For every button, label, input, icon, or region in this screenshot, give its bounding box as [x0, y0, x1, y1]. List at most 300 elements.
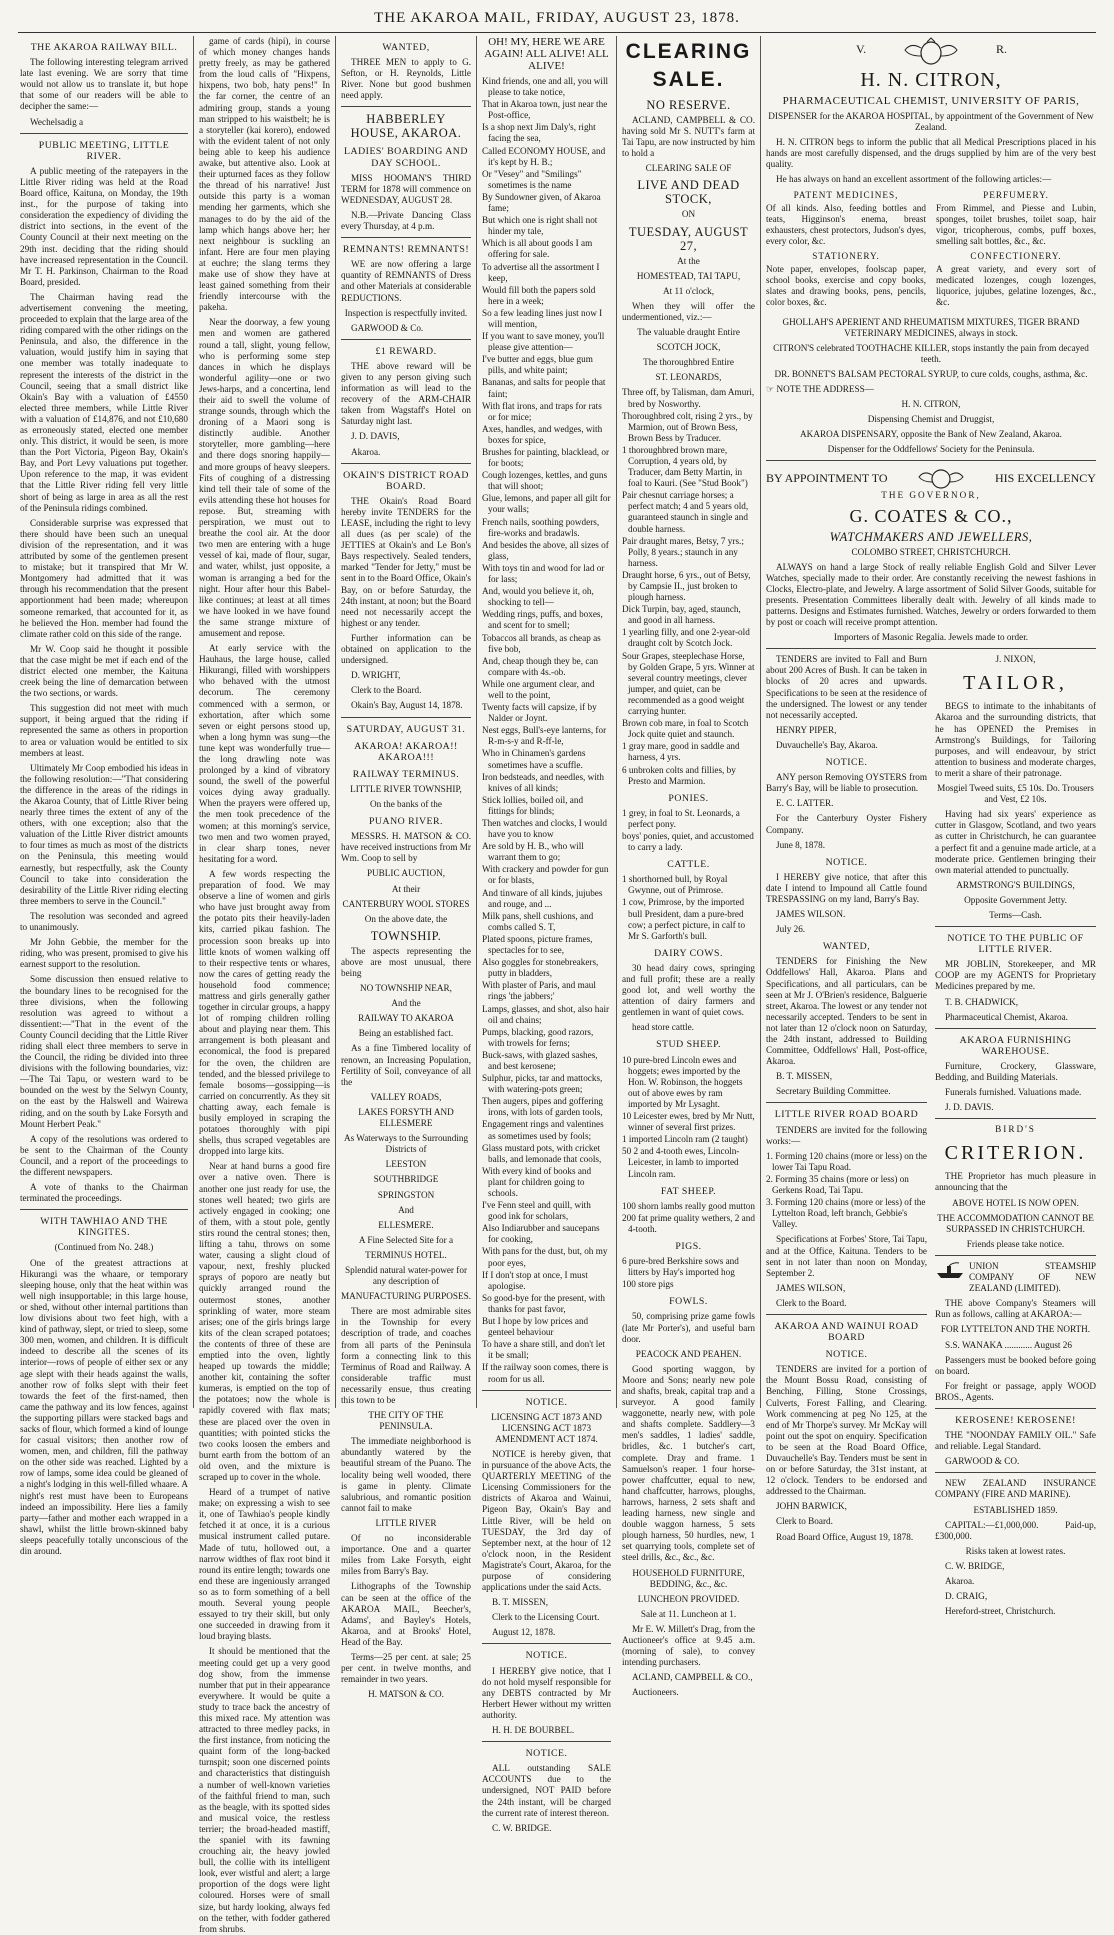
- meeting-paragraph: Mr John Gebbie, the member for the riding, who was present, promised to give his earnest support to the resolution.: [20, 937, 188, 970]
- address-place: AKAROA DISPENSARY, opposite the Bank of New Zealand, Akaroa.: [800, 429, 1062, 440]
- no-reserve: NO RESERVE.: [646, 98, 731, 112]
- public-notice-role: Pharmaceutical Chemist, Akaroa.: [945, 1011, 1068, 1022]
- wainui-signature: JOHN BARWICK,: [776, 1501, 847, 1512]
- column-rule: [193, 36, 194, 1408]
- divider: [935, 1118, 1096, 1119]
- verse-line: Glass mustard pots, with cricket balls, and lemonade that cools,: [482, 1142, 602, 1164]
- divider: [341, 106, 471, 107]
- verse-line: Sulphur, picks, tar and mattocks, with watering-pots green;: [482, 1073, 603, 1095]
- locality-text: As a fine Timbered locality of renown, an Increasing Population, Fertility of Soil, conveyance of all the: [341, 1043, 471, 1087]
- oysters-signature: E. C. LATTER.: [776, 798, 834, 809]
- perfumery-title: PERFUMERY.: [983, 189, 1049, 200]
- township-heading: TOWNSHIP.: [370, 928, 442, 943]
- verse-line: French nails, soothing powders, fire-works and bradawls.: [482, 516, 600, 538]
- verse-line: If the railway soon comes, there is room for us all.: [482, 1362, 609, 1384]
- address-role: Dispensing Chemist and Druggist,: [867, 414, 995, 425]
- road-work-item: 2. Forming 35 chains (more or less) on Gerkens Road, Tai Tapu.: [766, 1173, 909, 1196]
- oysters-company: For the Canterbury Oyster Fishery Company.: [766, 813, 927, 835]
- verse-line: Twenty facts will capsize, if by Nalder or Joynt.: [482, 702, 597, 724]
- remnants-title: REMNANTS! REMNANTS!: [342, 244, 470, 256]
- meeting-paragraph: The Chairman having read the advertisement convening the meeting, proceeded to explain that the large area of the riding compared with the other ridings on the Peninsula, and also, the difference in the valuation, would justify him in saying that one member was totally inadequate to represent the interests of the district in the Council, seeing that a small district like Okain's Bay with a valuation of £4550 elected three members, while Little River with a valuation of £14,876, and not £10,680 as erroneously stated, elected one member only. This district, it would be seen, is more than the Port Victoria, Pigeon Bay, Okain's Bay, and Port Levy valuations put together. Upon reference to the map, it was evident that the Little River riding fell very little short of being as large in area as all the rest of the Peninsula ridings combined.: [20, 291, 188, 513]
- furnishing-text: Funerals furnished. Valuations made.: [945, 1087, 1082, 1098]
- fat-sheep-item: 200 fat prime quality wethers, 2 and 4-tooth.: [622, 1212, 755, 1234]
- remnants-text: WE are now offering a large quantity of REMNANTS of Dress and other Materials at considerable REDUCTIONS.: [341, 259, 471, 303]
- nixon-terms: Terms—Cash.: [989, 909, 1042, 920]
- sale-date: TUESDAY, AUGUST 27,: [628, 224, 749, 253]
- tawhiao-paragraph: Heard of a trumpet of native make; on expressing a wish to see it, one of Tawhiao's people kindly fetched it at once, it is a curious musical instrument called putare. Made of tutu, hollowed out, a narrow widthes of flax root bind it round its entire length; towards one end these are ingeniously arranged so as to form something of a bell mouth. Several young people essayed to try their skill, but only one succeeded in drawing from it loud braying blasts.: [199, 1487, 330, 1642]
- reward-place: Akaroa.: [351, 446, 381, 457]
- patent-text: Of all kinds. Also, feeding bottles and teats, Higginson's enema, breast exhausters, chest protectors, Judson's dyes, every color, &c.: [766, 202, 926, 246]
- st-leonards: ST. LEONARDS,: [655, 372, 722, 383]
- column-rule: [616, 36, 617, 1408]
- v-letter: V.: [856, 42, 867, 56]
- on-above-line: On the above date, the: [364, 913, 448, 924]
- verse-line: Which is all about goods I am offering for sale.: [482, 238, 593, 260]
- confectionery-title: CONFECTIONERY.: [970, 251, 1062, 262]
- little-river-line: LITTLE RIVER: [375, 1517, 437, 1528]
- horse-item: Draught horse, 6 yrs., out of Betsy, by Campsie II., just broken to plough harness.: [622, 569, 751, 603]
- cattle-list: [622, 874, 755, 942]
- citron-intro: H. N. CITRON begs to inform the public that all Medical Prescriptions placed in his hands are most carefully dispensed, and the drugs supplied by him are of the very best quality.: [766, 137, 1096, 170]
- verse-line: While one argument clear, and well to the point,: [482, 678, 595, 700]
- verse-line: Kind friends, one and all, you will please to take notice,: [482, 76, 609, 98]
- verse-line: Wedding rings, puffs, and boxes, and scent for to smell;: [482, 609, 603, 631]
- tawhiao-title: WITH TAWHIAO AND THE KINGITES.: [40, 1216, 168, 1239]
- horse-item: Three off, by Talisman, dam Amuri, bred by Nosworthy.: [622, 387, 755, 409]
- masthead: THE AKAROA MAIL, FRIDAY, AUGUST 23, 1878.: [374, 10, 740, 26]
- sale-time-line: Sale at 11. Luncheon at 1.: [640, 1608, 737, 1619]
- verse-line: Also goggles for stonebreakers, putty in bladders,: [482, 957, 599, 979]
- matson-signature: H. MATSON & CO.: [368, 1689, 444, 1700]
- horse-item: Sour Grapes, steeplechase Horse, by Golden Grape, 5 yrs. Winner at several country meetings, clever jumper, and quiet, can be recommended as a good weight carrying hunter.: [622, 650, 755, 717]
- homestead: HOMESTEAD, TAI TAPU,: [636, 270, 741, 281]
- and-line: And: [398, 1204, 414, 1215]
- verse-line: I've Fenn steel and quill, with good ink for scholars,: [482, 1200, 591, 1222]
- address-label-text: NOTE THE ADDRESS—: [776, 383, 874, 394]
- aspects-line: The aspects representing the above are most unusual, there being: [341, 945, 471, 978]
- criterion-text: THE Proprietor has much pleasure in announcing that the: [935, 1171, 1096, 1193]
- impound-text: I HEREBY give notice, that after this date I intend to Impound all Cattle found TRESPASSING on my land, Barry's Bay.: [766, 871, 927, 904]
- debt-notice-text: I HEREBY give notice, that I do not hold myself responsible for any DEBTS contracted by Mr Herbert Hewer without my written authority.: [482, 1665, 611, 1720]
- fat-sheep-item: 100 shorn lambs really good mutton: [622, 1200, 755, 1211]
- wanted-title: WANTED,: [382, 42, 430, 53]
- waterways-line: As Waterways to the Surrounding Districts of: [343, 1133, 469, 1155]
- clearing-sale-title: CLEARING SALE.: [625, 40, 752, 91]
- stud-item: 1 imported Lincoln ram (2 taught): [622, 1134, 748, 1145]
- oddfellows-signature: B. T. MISSEN,: [776, 1071, 833, 1082]
- notice-title: NOTICE.: [825, 757, 868, 769]
- auction-line: PUBLIC AUCTION,: [366, 868, 446, 879]
- column-1: [20, 36, 188, 1556]
- stationery-text: Note paper, envelopes, foolscap paper, school books, exercise and copy books, slates and drawing books, pens, pencils, color boxes, &c.: [766, 264, 926, 308]
- verse-line: Buck-saws, with glazed sashes, and best kerosene;: [482, 1049, 598, 1071]
- verse-line: Bananas, and salts for people that faint;: [482, 377, 606, 399]
- peacock-line: PEACOCK AND PEAHEN.: [635, 1348, 742, 1359]
- nixon-name: J. NIXON,: [995, 654, 1036, 665]
- union-apply: For freight or passage, apply WOOD BROS., Agents.: [935, 1380, 1096, 1402]
- pigs-list: [622, 1256, 755, 1290]
- tawhiao-paragraph: Near at hand burns a good fire over a native oven. There is another one just ready for use, the stones well heated; two girls are actively engaged in cooking; one of them, with a stout pole, gently stirs round the central stones; then, lifting a tahu, throws on some water, causing a slight cloud of vapour, next, freshly plucked sprays of poporo are neatly but quickly arranged round the outermost stones, another sprinkling of water, more steam arises; one of the girls brings large kits of the clean scraped potatoes; the contents of three of these are emptied into the oven, lightly heaped up towards the middle; another kit, containing the softer kumeras, is emptied on the top of the potatoes; now the whole is rapidly covered with flax mats; these are placed over the oven in quantities; with pointed sticks the two cooks loosen the embers and burnt earth from the bottom of an old oven, and the mixture is scraped up to cover in the whole.: [199, 1161, 330, 1482]
- furnishing-signature: J. D. DAVIS.: [945, 1102, 994, 1113]
- verse-line: Stick lollies, boiled oil, and fittings for blinds;: [482, 794, 584, 816]
- meeting-paragraph: A vote of thanks to the Chairman terminated the proceedings.: [20, 1182, 188, 1204]
- nz-insurance-signature: C. W. BRIDGE,: [945, 1560, 1005, 1571]
- steamship-icon: [935, 1261, 965, 1279]
- being-line: Being an established fact.: [358, 1028, 454, 1039]
- verse-line: Plated spoons, picture frames, spectacles for to see,: [482, 933, 593, 956]
- matson-text: MESSRS. H. MATSON & CO. have received instructions from Mr Wm. Coop to sell by: [341, 831, 471, 864]
- entire-line: The valuable draught Entire: [637, 327, 740, 338]
- thoroughbred-line: The thoroughbred Entire: [643, 357, 734, 368]
- economy-verse: [482, 76, 611, 1385]
- nixon-prices: Mosgiel Tweed suits, £5 10s. Do. Trousers and Vest, £2 10s.: [937, 783, 1094, 805]
- verse-line: Brushes for painting, blacklead, or for boots;: [482, 447, 610, 469]
- masthead-rule: [18, 32, 1096, 33]
- sale-date: SATURDAY, AUGUST 31.: [346, 723, 466, 735]
- live-dead-stock: LIVE AND DEAD STOCK,: [637, 178, 740, 207]
- kerosene-text: THE "NOONDAY FAMILY OIL." Safe and reliable. Legal Standard.: [935, 1430, 1096, 1452]
- address-oddfellows: Dispenser for the Oddfellows' Society for the Peninsula.: [827, 444, 1035, 455]
- union-header: [935, 1261, 1096, 1298]
- divider: [341, 237, 471, 238]
- verse-line: Also Indiarubber and saucepans for cooking,: [482, 1223, 600, 1245]
- valley-line: VALLEY ROADS,: [370, 1091, 442, 1102]
- oddfellows-text: TENDERS for Finishing the New Oddfellows' Hall, Akaroa. Plans and Specifications, and all particulars, can be seen at Mr J. O'Brien's residence, Balguerie street, Akaroa. The lowest or any tender not necessarily accepted. Tenders to be sent in not later than 12 o'clock noon on Saturday, the 24th instant, addressed to Building Committee, Oddfellows' Hall, Post-office, Akaroa.: [766, 956, 927, 1067]
- appointment-banner: [766, 466, 1096, 490]
- verse-line: Milk pans, shell cushions, and combs called S. T,: [482, 910, 594, 932]
- implements-text: Good sporting waggon, by Moore and Sons; nearly new pole and shafts, break, capital trap and a surveyor. A good family waggonette, nearly new, with pole and shafts complete. Saddlery—3 men's saddles, 1 ladies' saddle, bridles, &c. 1 butcher's cart, complete. Dray and frame. 1 Samuelson's reaper. 1 four horse-power chaffcutter, equal to new, hand chaffcutter, harrows, ploughs, harrows, harness, 2 sets shaft and leading harness, new single and double waggon harness, 5 sets plough harness, 50 hurdles, new, 1 set quarrying tools, complete set of steel drills, &c., &c., &c.: [622, 1363, 755, 1563]
- divider: [935, 1408, 1096, 1409]
- bush-tenders-signature: HENRY PIPER,: [776, 724, 837, 735]
- nz-insurance-place: Akaroa.: [945, 1576, 975, 1586]
- divider: [20, 133, 188, 134]
- railway-terminus: RAILWAY TERMINUS.: [352, 768, 460, 780]
- royal-arms-header: [766, 36, 1096, 66]
- road-work-item: 1. Forming 120 chains (more or less) on the lower Tai Tapu Road.: [766, 1150, 928, 1172]
- nz-insurance-risks: Risks taken at lowest rates.: [965, 1545, 1066, 1556]
- verse-line: By Sundowner given, of Akaroa fame;: [482, 191, 601, 214]
- railway-to-line: RAILWAY TO AKAROA: [358, 1013, 454, 1024]
- perfumery-text: From Rimmel, and Piesse and Lubin, sponges, toilet brushes, toilet soap, hair vigor, tricopherous, combs, puff boxes, smelling salt bottles, &c., &c.: [936, 202, 1096, 246]
- appointment-right: HIS EXCELLENCY: [994, 470, 1096, 485]
- pig-item: 100 store pigs: [622, 1279, 674, 1290]
- pig-item: 6 pure-bred Berkshire sows and litters by Hay's imported hog: [622, 1256, 739, 1278]
- verse-line: Cough lozenges, kettles, and guns that will shoot;: [482, 470, 608, 492]
- cattle-item: 1 shorthorned bull, by Royal Gwynne, out of Primrose.: [622, 874, 728, 896]
- verse-line: So good-bye for the present, with thanks for past favor,: [482, 1292, 605, 1314]
- okain-title: OKAIN'S DISTRICT ROAD BOARD.: [343, 469, 469, 492]
- admirable-text: There are most admirable sites in the Township for every description of trade, and coaches from all parts of the Peninsula form a connecting link to this Terminus of Road and Railway. A considerable traffic must necessarily ensue, thus creating this town to be: [341, 1306, 471, 1405]
- city-line: THE CITY OF THE PENINSULA.: [368, 1410, 444, 1432]
- acland-signature: ACLAND, CAMPBELL & CO.,: [632, 1672, 753, 1683]
- coates-name: G. COATES & CO.,: [849, 505, 1013, 526]
- fat-list: [622, 1201, 755, 1235]
- horse-item: 6 unbroken colts and fillies, by Presto and Marmion.: [622, 764, 736, 786]
- meeting-paragraph: A copy of the resolutions was ordered to be sent to the Chairman of the County Council, and a report of the proceedings to the different newspapers.: [20, 1133, 188, 1177]
- verse-line: And, cheap though they be, can compare with 4s.-ob.: [482, 655, 599, 677]
- wainui-notice: NOTICE.: [825, 1349, 868, 1361]
- pigs-title: PIGS.: [675, 1240, 702, 1252]
- citron-assortment: He has always on hand an excellent assortment of the following articles:—: [776, 174, 1052, 185]
- puano-river: PUANO RIVER.: [368, 816, 444, 828]
- nz-insurance-agent-address: Hereford-street, Christchurch.: [945, 1606, 1056, 1617]
- verse-line: Would fill both the papers sold here in a week;: [482, 284, 596, 306]
- verse-line: And besides the above, all sizes of glass,: [482, 539, 609, 561]
- verse-line: Called ECONOMY HOUSE, and it's kept by H. B.;: [482, 145, 606, 167]
- verse-line: With pans for the dust, but, oh my poor eyes,: [482, 1246, 608, 1268]
- kerosene-title: KEROSENE! KEROSENE!: [955, 1414, 1076, 1426]
- luncheon-line: LUNCHEON PROVIDED.: [637, 1593, 740, 1604]
- stud-item: 50 2 and 4-tooth ewes, Lincoln-Leicester, in lamb to imported Lincoln ram.: [622, 1146, 740, 1179]
- mixtures-line: GHOLLAH'S APERIENT AND RHEUMATISM MIXTURES, TIGER BRAND VETERINARY MEDICINES, always in stock.: [782, 316, 1080, 338]
- wanted-text: THREE MEN to apply to G. Sefton, or H. Reynolds, Little River. None but good bushmen need apply.: [341, 57, 471, 101]
- verse-line: That in Akaroa town, just near the Post-office,: [482, 99, 608, 121]
- tawhiao-continued: (Continued from No. 248.): [54, 1242, 154, 1253]
- place-springston: SPRINGSTON: [377, 1189, 435, 1200]
- divider: [766, 1102, 927, 1103]
- at-the-line: At the: [677, 255, 700, 266]
- citron-name: H. N. CITRON,: [860, 69, 1002, 91]
- terms-text: Terms—25 per cent. at sale; 25 per cent. in twelve months, and remainder in two years.: [341, 1651, 471, 1685]
- criterion-open: ABOVE HOTEL IS NOW OPEN.: [952, 1197, 1079, 1208]
- appointment-left: BY APPOINTMENT TO: [766, 470, 888, 485]
- tawhiao-paragraph: A few words respecting the preparation of food. We may observe a line of women and girls who have just brought away from the potato pits their heavily-laden kits, carried pikau fashion. The procession soon breaks up into little knots of women walking off to their respective tents or whares, now the cares of getting ready the household food commence; mattress and girls generally gather together in circular groups, a happy lot of romping children rolling about and playing near them. This arrangement is both pleasant and economical, the food is prepared for the oven, the children are tended, and the blessed privilege to female bosoms—gossipping—is carried on concurrently. As they sit chatting away, each female is busily employed in scraping the potatoes thoroughly with pipi shells, thus scraped vegetables are dropped into large kits.: [199, 868, 330, 1157]
- okain-text: THE Okain's Road Board hereby invite TENDERS for the LEASE, including the right to levy all dues (as per scale) of the JETTIES at Okain's and Le Bon's Bays respectively. Sealed tenders, marked "Tender for Jetty," must be sent in to the Board Office, Okain's Bay, on or before Saturday, the 24th instant, at noon; but the Board need not necessarily accept the highest or any tender.: [341, 495, 471, 628]
- tawhiao-paragraph: Near the doorway, a few young men and women are gathered round a tall, slight, young fellow, who is performing some step dances in which he displays wonderful agility—one or two Jews-harps, and a concertina, lend their aid to swell the volume of strange sounds, through which the droning of a Maori song is distinctly audible. Another storyteller, more gambling—here and there dogs snoring happily—and more groups of heavy sleepers. Fits of coughing of a distressing kind tell their tale of some of the evils attending these hot houses for repose. But, streaming with perspiration, we must out to breathe the cool air. At the door two men are entering with a huge vessel of kai, made of flour, sugar, and water, whilst, just opposite, a woman is arranging a bed for the night. Hour after hour this Babel-like continues; at least at all times we have looked in we have found the same strange mixture of amusement and repose.: [199, 317, 330, 638]
- verse-line: With flat irons, and traps for rats or for mice;: [482, 400, 602, 422]
- verse-line: Nest eggs, Bull's-eye lanterns, for R-m-s-y and R-ff-le,: [482, 725, 607, 747]
- patent-title: PATENT MEDICINES,: [793, 189, 899, 200]
- verse-line: So a few leading lines just now I will mention,: [482, 307, 603, 329]
- nz-insurance-title: NEW ZEALAND INSURANCE COMPANY (FIRE AND MARINE).: [935, 1478, 1096, 1500]
- verse-line: Iron bedsteads, and needles, with knives of all kinds;: [482, 771, 604, 793]
- public-notice-text: MR JOBLIN, Storekeeper, and MR COOP are my AGENTS for Proprietary Medicines prepared by me.: [935, 959, 1096, 992]
- oddfellows-role: Secretary Building Committee.: [776, 1086, 891, 1097]
- divider: [766, 460, 1096, 461]
- oysters-date: June 8, 1878.: [776, 839, 825, 850]
- fat-title: FAT SHEEP.: [660, 1185, 717, 1197]
- lrrb-title: LITTLE RIVER ROAD BOARD: [774, 1109, 919, 1121]
- furnishing-text: Furniture, Crockery, Glassware, Bedding, and Building Materials.: [935, 1060, 1096, 1082]
- criterion-friends: Friends please take notice.: [966, 1238, 1065, 1249]
- verse-line: And, would you believe it, oh, shocking to tell—: [482, 586, 594, 608]
- divider: [482, 1741, 611, 1742]
- reward-signature: J. D. DAVIS,: [351, 431, 400, 442]
- r-letter: R.: [996, 42, 1008, 56]
- stud-item: 10 Leicester ewes, bred by Mr Nutt, winner of several first prizes.: [622, 1111, 755, 1133]
- lower-ads: [766, 654, 1096, 1621]
- divider: [482, 1643, 611, 1644]
- divider: [341, 717, 471, 718]
- horse-item: Pair draught mares, Betsy, 7 yrs.; Polly, 8 years.; staunch in any harness.: [622, 535, 744, 568]
- nixon-text: BEGS to intimate to the inhabitants of Akaroa and the surrounding districts, that he has OPENED the Premises in Armstrong's Buildings, for Tailoring purposes, and will endeavour, by strict attention to business and moderate charges, to merit a share of their patronage.: [935, 701, 1096, 778]
- meeting-paragraph: Some discussion then ensued relative to the boundary lines to be recognised for the three divisions, when the following resolution was agreed to without a dissentient:—"That in the event of the County Council deciding that the Little River riding shall elect three members to serve in the Council, the riding be divided into three divisions with the following boundaries, viz:—The Tai Tapu, or western ward to be bounded on the west by the Selwyn County, on the east by the Halswell and Wairewa riding, and on the south by Lake Forsyth and Mount Herbert Peak.": [20, 974, 188, 1129]
- nixon-address: ARMSTRONG'S BUILDINGS,: [956, 879, 1075, 890]
- nz-insurance-capital: CAPITAL:—£1,000,000. Paid-up, £300,000.: [935, 1519, 1096, 1541]
- okain-signature: D. WRIGHT,: [351, 670, 401, 681]
- manufacturing-line: MANUFACTURING PURPOSES.: [341, 1291, 472, 1302]
- road-work-item: 3. Forming 120 chains (more or less) of the Lyttelton Road, left branch, Gebbie's Valley.: [766, 1197, 926, 1230]
- dairy-text: 30 head dairy cows, springing and full profit; these are a really good lot, and well worthy the attention of dairy farmers and gentlemen in want of quiet cows.: [622, 962, 755, 1018]
- verse-line: But which one is right shall not hinder my tale,: [482, 215, 598, 237]
- licensing-signature-role: Clerk to the Licensing Court.: [492, 1612, 600, 1623]
- nz-insurance-agent: D. CRAIG,: [945, 1591, 988, 1602]
- offer-line: When they will offer the undermentioned, viz.:—: [622, 300, 755, 322]
- verse-line: Lamps, glasses, and shot, also hair oil and chains;: [482, 1003, 610, 1025]
- fine-site-line: A Fine Selected Site for a: [358, 1234, 454, 1245]
- at-their-line: At their: [391, 883, 421, 894]
- habberley-nb: N.B.—Private Dancing Class every Thursday, at 4 p.m.: [341, 209, 471, 232]
- ponies-title: PONIES.: [668, 792, 709, 804]
- union-passengers: Passengers must be booked before going on board.: [935, 1354, 1096, 1376]
- economy-intro: OH! MY, HERE WE ARE AGAIN! ALL ALIVE! ALL ALIVE!: [484, 36, 609, 72]
- verse-line: I've butter and eggs, blue gum pills, and white paint;: [482, 354, 593, 376]
- okain-text: Further information can be obtained on application to the undersigned.: [341, 632, 471, 666]
- acland-text: ACLAND, CAMPBELL & CO. having sold Mr S. NUTT's farm at Tai Tapu, are now instructed by him to hold a: [622, 115, 755, 159]
- canterbury-line: CANTERBURY WOOL STORES: [342, 898, 470, 909]
- tawhiao-paragraph: game of cards (hipi), in course of which money changes hands pretty freely, as may be gathered from the loud calls of "Hixpens, hixpens, two bob, haty pens!" In the far corner, the centre of an admiring group, stands a young man stripped to his waistbelt; he is a storyteller (kai korero), endowed with the evident talent of not only being able to keep his audience awake, but attentive also. Look at their upturned faces as they follow the thread of his narrative! Just outside this party is a woman mending her garments, which she manages to do by the aid of the lamp which hangs above her; her next neighbour is suckling an infant. Here are four men playing at euchre; the slang terms they make use of show they have at least gained something from their friendly intercourse with the pakeha.: [199, 36, 330, 313]
- horse-item: Pair chesnut carriage horses; a perfect match; 4 and 5 years old, guaranteed staunch in single and double harness.: [622, 490, 749, 534]
- banks-line: On the banks of the: [370, 798, 442, 809]
- wainui-role: Clerk to Board.: [776, 1516, 833, 1527]
- licensing-text: NOTICE is hereby given, that in pursuance of the above Acts, the QUARTERLY MEETING of the Licensing Commissioners for the districts of Akaroa and Wainui, Pigeon Bay, Okain's Bay and Little River, will be held on TUESDAY, the 3rd day of September next, at the hour of 12 o'clock noon, in the Resident Magistrate's Court, Akaroa, for the purpose of considering applications under the said Acts.: [482, 1448, 611, 1593]
- verse-line: But I hope by low prices and genteel behaviour: [482, 1316, 589, 1338]
- horse-item: Thoroughbred colt, rising 2 yrs., by Marmion, out of Brown Bess, Brown Bess by Traducer.: [622, 410, 753, 443]
- column-4: [482, 36, 611, 1833]
- verse-line: Then watches and clocks, I would have you to know: [482, 818, 608, 840]
- notice-title: NOTICE.: [525, 1396, 568, 1408]
- coates-text: ALWAYS on hand a large Stock of really reliable English Gold and Silver Lever Watches, specially made to their order. Are constantly receiving the newest fashions in Clocks, Electro-plate, and Jewelry. A large assortment of Solid Silver Goods, suitable for presents. Presentation Committees liberally dealt with. Jewelry of all kinds made to patterns. Designs and Estimates furnished. Watches, Jewelry or orders forwarded to them by post or coach will receive prompt attention.: [766, 561, 1096, 628]
- criterion-title: CRITERION.: [944, 1142, 1087, 1165]
- verse-line: Tobaccos all brands, as cheap as five bob,: [482, 632, 601, 654]
- union-ship: S.S. WANAKA ............ August 26: [945, 1339, 1072, 1350]
- column-5: [622, 36, 755, 1698]
- stud-title: STUD SHEEP.: [656, 1039, 721, 1051]
- horse-item: Dick Turpin, bay, aged, staunch, and good in all harness.: [622, 604, 741, 626]
- impound-signature: JAMES WILSON.: [776, 909, 846, 920]
- notice-title: NOTICE.: [825, 856, 868, 868]
- akaroa-cry: AKAROA! AKAROA!! AKAROA!!!: [354, 740, 458, 763]
- horse-item: 1 thoroughbred brown mare, Corruption, 4 years old, by Traducer, dam Betty Martin, in foal to Kauri. (See "Stud Book"): [622, 444, 748, 489]
- drag-text: Mr E. W. Millett's Drag, from the Auctioneer's office at 9.45 a.m. (morning of sale), to convey intending purchasers.: [622, 1623, 755, 1668]
- column-6: [766, 36, 1096, 1617]
- verse-line: And tinware of all kinds, jujubes and rouge, and ...: [482, 887, 603, 909]
- address-name: H. N. CITRON,: [901, 399, 961, 410]
- pointing-hand-icon: ☞: [766, 383, 777, 394]
- stud-list: [622, 1055, 755, 1180]
- address-label: [766, 384, 1096, 395]
- fowls-title: FOWLS.: [669, 1296, 708, 1308]
- divider: [935, 1472, 1096, 1473]
- column-2: [199, 36, 330, 1934]
- okain-date: Okain's Bay, August 14, 1878.: [351, 700, 463, 711]
- railway-bill-text: The following interesting telegram arrived late last evening. We are sorry that time would not allow us to translate it, but hope that some of our readers will be able to decipher the same:—: [20, 57, 188, 112]
- divider: [766, 1314, 927, 1315]
- horse-item: 1 yearling filly, and one 2-year-old draught colt by Scotch Jock.: [622, 627, 750, 649]
- verse-line: If you want to save money, you'll please give attention—: [482, 331, 605, 353]
- column-rule: [335, 36, 336, 1408]
- household-line: HOUSEHOLD FURNITURE, BEDDING, &c., &c.: [632, 1567, 745, 1589]
- union-for: FOR LYTTELTON AND THE NORTH.: [940, 1324, 1091, 1335]
- public-notice-title: NOTICE TO THE PUBLIC OF LITTLE RIVER.: [947, 933, 1084, 956]
- public-notice-signature: T. B. CHADWICK,: [945, 996, 1019, 1007]
- verse-line: With toys tin and wood for lad or for lass;: [482, 562, 605, 585]
- verse-line: With crackery and powder for gun or for blasts,: [482, 864, 609, 886]
- stationery-title: STATIONERY.: [812, 251, 880, 262]
- meeting-title: PUBLIC MEETING, LITTLE RIVER.: [38, 139, 170, 162]
- tawhiao-paragraph: One of the greatest attractions at Hikurangi was the whaare, or temporary sleeping house, only that the heat within was well nigh insupportable; in this large house, or shed, without other internal partitions than low divisions about two feet high, with a kind of pathway, slept, or tried to sleep, some 300 men, women, and children. It is difficult indeed to describe all the scenes of its interior—rows of people of either sex or any age slept with their heads against the walls, another row of folks slept with their feet towards the feet of the first-named, then came the pathway and its low fences, against the supporting pillars were stacked bags and sacks of flour, which formed a kind of lounge for casual visitors; then another row of women, men, and children, fill the pathway on the other side was reached. Lighted by a row of lamps, some idea could be gleaned of a night's lodging in this well-filled whaare. A night's rest must have been to Europeans indeed an impossibility. Here lies a family party—father and mother each wrapped in a shawl, whilst the little brown-skinned baby sleeps peacefully totally unconscious of the din around.: [20, 1257, 188, 1556]
- confectionery-text: A great variety, and every sort of medicated lozenges, cough lozenges, liquorice, jujubes, gelatine lozenges, &c., &c.: [936, 264, 1096, 308]
- remnants-invite: Inspection is respectfully invited.: [344, 307, 468, 318]
- clearing-sub: CLEARING SALE OF: [645, 163, 732, 174]
- nz-insurance-established: ESTABLISHED 1859.: [973, 1504, 1058, 1515]
- reward-title: £1 REWARD.: [375, 345, 437, 357]
- toothache-line: CITRON'S celebrated TOOTHACHE KILLER, stops instantly the pain from decayed teeth.: [773, 342, 1089, 364]
- kerosene-signature: GARWOOD & CO.: [945, 1456, 1020, 1467]
- habberley-subtitle: LADIES' BOARDING AND DAY SCHOOL.: [344, 146, 468, 169]
- wainui-text: TENDERS are invited for a portion of the Mount Bossu Road, consisting of Benching, Filling, Stone Crossings, Culverts, Forest Falling, and Clearing. Work commencing at peg No 125, at the end of Mr Thorpe's survey. Mr McKay will point out the spot on enquiry. Specification to be seen at the Road Board Office, Duvauchelle's Bay. Tenders must be sent in on or before Saturday, the 31st instant, at 12 o'clock. Tenders to be endorsed and addressed to the Chairman.: [766, 1364, 927, 1497]
- licensing-signature: B. T. MISSEN,: [492, 1597, 549, 1608]
- licensing-date: August 12, 1878.: [492, 1627, 556, 1638]
- verse-line: Glue, lemons, and paper all gilt for your walls;: [482, 493, 611, 515]
- verse-line: If I don't stop at once, I must apologise.: [482, 1269, 588, 1291]
- meeting-paragraph: A public meeting of the ratepayers in the Little River riding was held at the Road Board office, Kaituna, on Monday, the 19th inst., for the purpose of taking into consideration the expediency of dividing the district into sections, in the event of the County Council at their next meeting on the 29th inst. deciding that the riding should have increased representation in the Council. Mr T. H. Parkinson, Chairman to the Road Board, presided.: [20, 165, 188, 287]
- citron-title: PHARMACEUTICAL CHEMIST, UNIVERSITY OF PARIS,: [782, 95, 1080, 107]
- accounts-notice-signature: C. W. BRIDGE.: [492, 1822, 552, 1833]
- railway-bill-telegram: Wechelsadig a: [30, 116, 84, 127]
- wainui-date: Road Board Office, August 19, 1878.: [776, 1531, 914, 1542]
- cattle-item: 1 cow, Primrose, by the imported bull President, dam a pure-bred cow; a perfect picture, in calf to Mr S. Garforth's bull.: [622, 897, 746, 941]
- nixon-opposite: Opposite Government Jetty.: [964, 894, 1067, 905]
- lakes-line: LAKES FORSYTH AND ELLESMERE: [358, 1106, 454, 1129]
- meeting-paragraph: Mr W. Coop said he thought it possible that the case might be met if each end of the district elected one member, the Kaituna creek being the line of demarcation between the two sections, or wards.: [20, 643, 188, 699]
- tailor-title: TAILOR,: [963, 672, 1068, 695]
- column-rule: [760, 36, 761, 1408]
- royal-crest-icon: [916, 466, 966, 490]
- acland-signature-role: Auctioneers.: [632, 1687, 679, 1698]
- verse-line: Axes, handles, and wedges, with boxes for spice,: [482, 423, 603, 445]
- meeting-paragraph: This suggestion did not meet with much support, it being argued that the riding if represented the same as others in proportion to area or valuation would be entitled to six members at least.: [20, 703, 188, 758]
- coates-regalia: Importers of Masonic Regalia. Jewels made to order.: [833, 632, 1029, 643]
- tawhiao-paragraph: At early service with the Hauhaus, the large house, called Hikurangi, filled with worshippers who behaved with the utmost decorum. The ceremony commenced with a sermon, or exhortation, after which some seven or eight persons stood up, when a long hymn was sung—the tune kept was wonderfully true—the long drawling note was prolonged by a kind of vibratory sound, the swell of the powerful voices dying away gradually. When the prayers were offered up, the men took precedence of the women; at this morning's service, two men and two women prayed, in clear sharp tones, never hesitating for a word.: [199, 643, 330, 864]
- birds-line: BIRD'S: [995, 1124, 1036, 1135]
- citron-dispenser: DISPENSER for the AKAROA HOSPITAL, by appointment of the Government of New Zealand.: [768, 111, 1094, 133]
- nixon-text: Having had six years' experience as cutter in Glasgow, Scotland, and two years as cutter in Christchurch, he can guarantee a perfect fit and a genuine made article, at a moderate price. Gentlemen bringing their own material attended to punctually.: [935, 809, 1096, 875]
- verse-line: With every kind of books and plant for children going to schools.: [482, 1165, 592, 1198]
- dairy-title: DAIRY COWS.: [654, 947, 723, 959]
- wainui-title: AKAROA AND WAINUI ROAD BOARD: [774, 1320, 919, 1344]
- lower-left-column: [766, 654, 927, 1621]
- township-line: LITTLE RIVER TOWNSHIP,: [350, 783, 462, 794]
- criterion-accommodation: THE ACCOMMODATION CANNOT BE SURPASSED IN CHRISTCHURCH.: [937, 1212, 1094, 1234]
- verse-line: Are sold by H. B., who will warrant them to go;: [482, 841, 584, 863]
- and-the-line: And the: [391, 998, 421, 1009]
- water-line: Splendid natural water-power for any description of: [344, 1264, 468, 1287]
- okain-signature-role: Clerk to the Board.: [351, 685, 422, 696]
- pony-item: boys' ponies, quiet, and accustomed to carry a lady.: [622, 830, 754, 853]
- on-line: ON: [681, 209, 696, 220]
- verse-line: Engagement rings and valentines as sometimes used by fools;: [482, 1119, 604, 1141]
- divider: [935, 926, 1096, 927]
- meeting-paragraph: Considerable surprise was expressed that there should have been such an unequal division of the representation, and it was attributed by some of the gentlemen present to mistake; but it transpired that Mr W. Montgomery had admitted that it was through his recommendation that the present apportionment had been made; whereupon someone remarked, that accounted for it, as he believed the Hon. member had found the climate rather cold on this side of the range.: [20, 517, 188, 639]
- union-title: UNION STEAMSHIP COMPANY OF NEW ZEALAND (LIMITED).: [969, 1260, 1096, 1294]
- union-text: THE above Company's Steamers will Run as follows, calling at AKAROA:—: [935, 1298, 1096, 1320]
- bush-tenders-place: Duvauchelle's Bay, Akaroa.: [776, 739, 878, 750]
- divider: [935, 1028, 1096, 1029]
- accounts-notice-text: ALL outstanding SALE ACCOUNTS due to the undersigned, NOT PAID before the 24th instant, will be charged the current rate of interest thereon.: [482, 1763, 611, 1818]
- fowls-text: 50, comprising prize game fowls (late Mr Porter's), and useful barn door.: [622, 1311, 755, 1344]
- lrrb-signature: JAMES WILSON,: [776, 1282, 846, 1293]
